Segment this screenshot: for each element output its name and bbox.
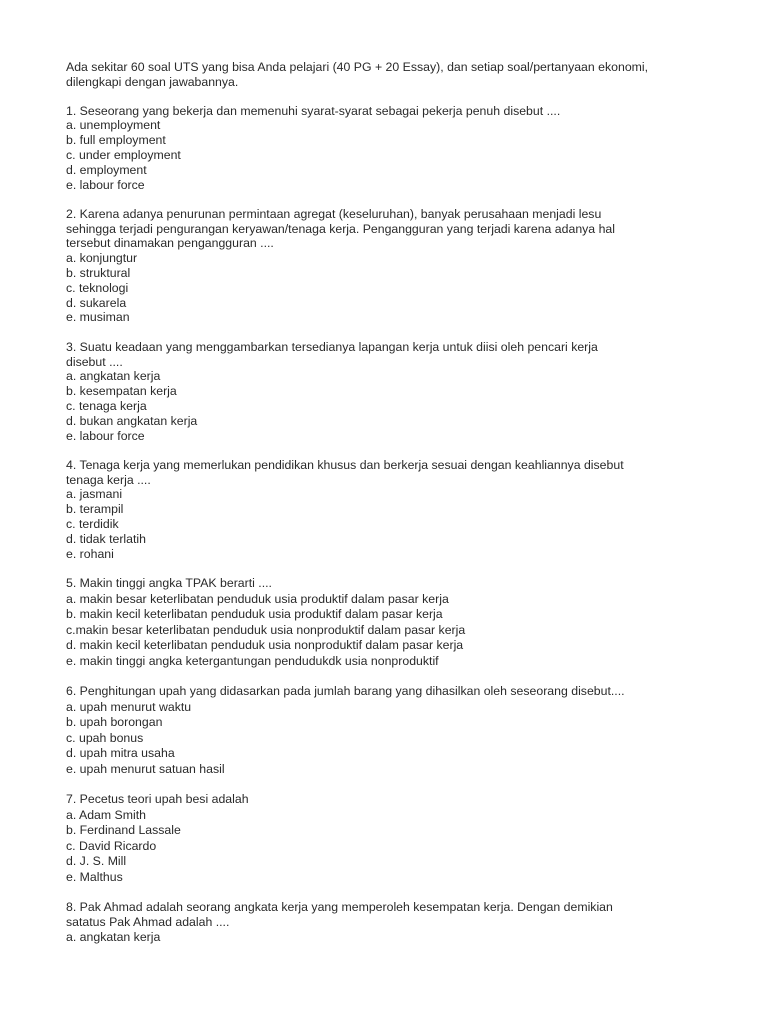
answer-option-a: a. konjungtur: [66, 251, 138, 266]
answer-option-b: b. full employment: [66, 133, 166, 148]
answer-option-b: b. upah borongan: [66, 715, 163, 730]
document-page: [66, 60, 746, 959]
question-3: [66, 340, 746, 444]
question-7: [66, 792, 746, 886]
question-stem: satatus Pak Ahmad adalah ....: [66, 914, 230, 929]
question-8: [66, 900, 746, 944]
question-stem: disebut ....: [66, 354, 123, 369]
answer-option-a: a. Adam Smith: [66, 807, 146, 822]
question-stem: 7. Pecetus teori upah besi adalah: [66, 792, 249, 807]
answer-option-d: d. upah mitra usaha: [66, 746, 175, 761]
question-stem: tersebut dinamakan pengangguran ....: [66, 236, 274, 251]
answer-option-e: e. labour force: [66, 428, 145, 443]
question-stem: 6. Penghitungan upah yang didasarkan pada jumlah barang yang dihasilkan oleh seseorang disebut....: [66, 683, 625, 698]
answer-option-b: b. kesempatan kerja: [66, 384, 177, 399]
answer-option-b: b. makin kecil keterlibatan penduduk usia produktif dalam pasar kerja: [66, 607, 443, 622]
answer-option-b: b. terampil: [66, 502, 124, 517]
answer-option-e: e. musiman: [66, 310, 130, 325]
answer-option-b: b. Ferdinand Lassale: [66, 823, 181, 838]
intro-line: Ada sekitar 60 soal UTS yang bisa Anda pelajari (40 PG + 20 Essay), dan setiap soal/pertanyaan ekonomi,: [66, 60, 649, 74]
question-4: [66, 458, 746, 562]
question-5: [66, 576, 746, 670]
answer-option-d: d. bukan angkatan kerja: [66, 413, 198, 428]
question-1: [66, 104, 746, 193]
answer-option-e: e. rohani: [66, 546, 114, 561]
answer-option-a: a. jasmani: [66, 487, 123, 502]
question-stem: 2. Karena adanya penurunan permintaan agregat (keseluruhan), banyak perusahaan menjadi lesu: [66, 206, 602, 221]
question-6: [66, 684, 746, 778]
answer-option-e: e. upah menurut satuan hasil: [66, 761, 225, 776]
question-stem: 3. Suatu keadaan yang menggambarkan tersedianya lapangan kerja untuk diisi oleh pencari kerja: [66, 339, 598, 354]
intro-paragraph: [66, 60, 746, 90]
question-stem: 4. Tenaga kerja yang memerlukan pendidikan khusus dan berkerja sesuai dengan keahliannya disebut: [66, 457, 624, 472]
answer-option-c: c. teknologi: [66, 280, 129, 295]
question-stem: 5. Makin tinggi angka TPAK berarti ....: [66, 575, 272, 590]
answer-option-d: d. J. S. Mill: [66, 854, 127, 869]
question-stem: tenaga kerja ....: [66, 472, 151, 487]
answer-option-a: a. unemployment: [66, 118, 161, 133]
answer-option-c: c.makin besar keterlibatan penduduk usia nonproduktif dalam pasar kerja: [66, 622, 466, 637]
question-stem: sehingga terjadi pengurangan keryawan/tenaga kerja. Pengangguran yang terjadi karena adanya hal: [66, 221, 615, 236]
answer-option-a: a. angkatan kerja: [66, 369, 161, 384]
answer-option-e: e. labour force: [66, 177, 145, 192]
question-2: [66, 207, 746, 325]
answer-option-c: c. David Ricardo: [66, 838, 157, 853]
answer-option-d: d. tidak terlatih: [66, 531, 146, 546]
answer-option-a: a. makin besar keterlibatan penduduk usia produktif dalam pasar kerja: [66, 591, 449, 606]
answer-option-d: d. sukarela: [66, 295, 127, 310]
question-stem: 8. Pak Ahmad adalah seorang angkata kerja yang memperoleh kesempatan kerja. Dengan demikian: [66, 900, 613, 915]
answer-option-c: c. upah bonus: [66, 730, 144, 745]
answer-option-c: c. under employment: [66, 147, 181, 162]
answer-option-d: d. makin kecil keterlibatan penduduk usia nonproduktif dalam pasar kerja: [66, 638, 464, 653]
answer-option-b: b. struktural: [66, 266, 131, 281]
answer-option-e: e. makin tinggi angka ketergantungan pendudukdk usia nonproduktif: [66, 653, 439, 668]
question-stem: 1. Seseorang yang bekerja dan memenuhi syarat-syarat sebagai pekerja penuh disebut ....: [66, 103, 561, 118]
answer-option-d: d. employment: [66, 162, 147, 177]
answer-option-a: a. angkatan kerja: [66, 929, 161, 944]
answer-option-c: c. terdidik: [66, 517, 119, 532]
answer-option-c: c. tenaga kerja: [66, 398, 147, 413]
answer-option-a: a. upah menurut waktu: [66, 699, 192, 714]
intro-line: dilengkapi dengan jawabannya.: [66, 74, 239, 89]
answer-option-e: e. Malthus: [66, 870, 123, 884]
